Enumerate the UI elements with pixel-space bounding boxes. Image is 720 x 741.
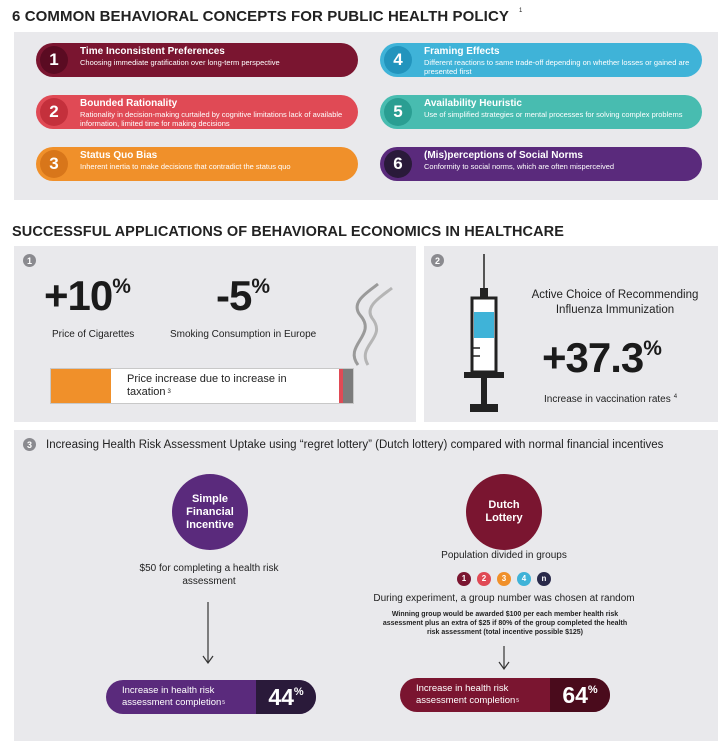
concept-title: Framing Effects [424, 46, 500, 57]
concept-desc: Use of simplified strategies or mental processes for solving complex problems [424, 110, 683, 119]
concept-card [36, 95, 358, 129]
title-footnote: 1 [518, 8, 523, 14]
groups-label: Population divided in groups [441, 550, 567, 561]
concept-number: 5 [384, 98, 412, 126]
vaccine-panel [424, 246, 718, 422]
concept-title: Bounded Rationality [80, 98, 178, 109]
concept-desc: Rationality in decision-making curtailed by cognitive limitations lack of available information, limited time for making decisions [80, 110, 343, 128]
concept-desc: Different reactions to same trade-off depending on whether losses or gained are presented first [424, 58, 690, 76]
cigarette-caption: Price increase due to increase in taxation $^3$ [127, 373, 287, 398]
vaccine-heading: Active Choice of Recommending Influenza Immunization [531, 289, 699, 316]
vaccine-label: Increase in vaccination rates $^4$ [544, 394, 678, 405]
group-dot: 2 [477, 572, 491, 586]
section1-title: 6 COMMON BEHAVIORAL CONCEPTS FOR PUBLIC HEALTH POLICY $^1$ [12, 8, 523, 25]
concept-desc: Choosing immediate gratification over long-term perspective [80, 58, 280, 67]
concept-title: Availability Heuristic [424, 98, 522, 109]
simple-financial-incentive-circle: Simple Financial Incentive [172, 474, 248, 550]
cigarette-panel [14, 246, 416, 422]
simple-result-value: 44 % [256, 680, 316, 714]
cigarette-icon [50, 368, 354, 404]
group-dot: 4 [517, 572, 531, 586]
concept-card [36, 147, 358, 181]
lottery-rule: Winning group would be awarded $100 per each member health risk assessment plus an extra of $25 if 80% of the group completed the health risk assessment (total incentive possible $125) [382, 611, 628, 636]
concept-desc: Conformity to social norms, which are often misperceived [424, 162, 615, 171]
concept-number: 3 [40, 150, 68, 178]
group-dot: 3 [497, 572, 511, 586]
cigarette-price-label: Price of Cigarettes [52, 329, 135, 340]
concept-title: Time Inconsistent Preferences [80, 46, 225, 57]
lottery-panel [14, 430, 718, 741]
section2-title: SUCCESSFUL APPLICATIONS OF BEHAVIORAL ECONOMICS IN HEALTHCARE [12, 224, 565, 240]
simple-result-label: Increase in health risk assessment completion$^5$ [122, 685, 226, 708]
concept-card [380, 43, 702, 77]
down-arrow-icon [497, 646, 511, 674]
group-dot: 1 [457, 572, 471, 586]
smoking-consumption-label: Smoking Consumption in Europe [170, 329, 317, 340]
dutch-lottery-circle: Dutch Lottery [466, 474, 542, 550]
down-arrow-icon [201, 602, 215, 668]
group-dot: n [537, 572, 551, 586]
dutch-result-value: 64 % [550, 678, 610, 712]
group-dots [424, 568, 584, 586]
panel-badge: 2 [431, 254, 444, 267]
concept-card [36, 43, 358, 77]
concept-card [380, 147, 702, 181]
simple-incentive-desc: $50 for completing a health risk assessment [139, 563, 279, 587]
concept-title: Status Quo Bias [80, 150, 158, 161]
lottery-heading: Increasing Health Risk Assessment Uptake using “regret lottery” (Dutch lottery) compared with normal financial incentives [46, 439, 664, 451]
concept-number: 2 [40, 98, 68, 126]
smoke-icon [338, 280, 408, 370]
concept-desc: Inherent inertia to make decisions that contradict the status quo [80, 162, 291, 171]
smoking-consumption-stat: -5% [216, 272, 270, 319]
concept-card [380, 95, 702, 129]
concept-number: 4 [384, 46, 412, 74]
panel-badge: 3 [23, 438, 36, 451]
cigarette-price-stat: +10% [44, 272, 130, 319]
simple-incentive-result [106, 680, 316, 714]
dutch-lottery-result [400, 678, 610, 712]
concept-title: (Mis)perceptions of Social Norms [424, 150, 583, 161]
concept-number: 1 [40, 46, 68, 74]
panel-badge: 1 [23, 254, 36, 267]
dutch-result-label: Increase in health risk assessment completion$^5$ [416, 683, 520, 706]
syringe-icon [462, 254, 506, 416]
concept-number: 6 [384, 150, 412, 178]
vaccine-stat: +37.3% [542, 334, 661, 381]
experiment-text: During experiment, a group number was chosen at random [373, 593, 635, 604]
